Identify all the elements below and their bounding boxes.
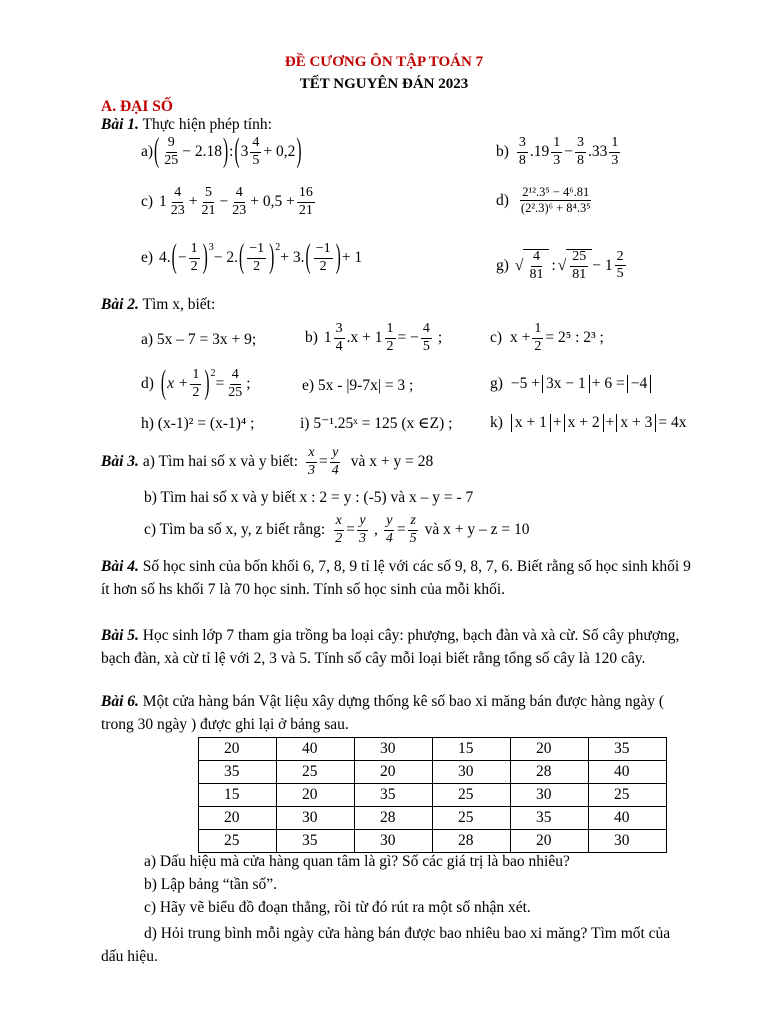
problem-2i: i) 5⁻¹.25ˣ = 125 (x ∈Z) ; <box>300 415 453 432</box>
math-term: x + <box>167 375 189 393</box>
math-term: − 2. <box>213 249 239 267</box>
table-cell: 30 <box>433 761 511 784</box>
math-term: 3 <box>240 143 249 161</box>
math-term: + 6 = <box>591 375 625 392</box>
paren-close: ) <box>296 132 302 170</box>
problem-3b: b) Tìm hai số x và y biết x : 2 = y : (-5) và x – y = - 7 <box>144 489 474 506</box>
problem-1a <box>141 132 303 170</box>
paren-close: ) <box>202 238 208 276</box>
math-term: = <box>396 521 406 539</box>
problem-1c <box>141 186 317 218</box>
paren-close: ) <box>204 364 210 402</box>
math-term: + <box>552 414 562 431</box>
fraction: 1 3 <box>611 135 619 168</box>
table-cell: 40 <box>589 761 667 784</box>
exercise-text: Tìm x, biết: <box>142 296 216 313</box>
exponent: 2 <box>275 242 281 253</box>
sqrt-icon: √ <box>557 256 567 274</box>
page-title: ĐỀ CƯƠNG ÔN TẬP TOÁN 7 <box>284 54 484 70</box>
item-label: c) <box>490 329 503 347</box>
fraction: $\frac{1}{2}$ <box>534 321 542 354</box>
exercise-text: Thực hiện phép tính: <box>142 116 272 133</box>
math-term: .33 <box>588 143 608 161</box>
question-6a: a) Dấu hiệu mà cửa hàng quan tâm là gì? Số các giá trị là bao nhiêu? <box>144 853 570 870</box>
math-term: − <box>564 143 574 161</box>
item-label: d) <box>496 191 509 209</box>
math-term: ; <box>437 329 443 347</box>
fraction: 9 25 <box>164 135 179 168</box>
paren-open: ( <box>171 238 177 276</box>
exponent: 3 <box>208 242 214 253</box>
math-term: − <box>219 193 229 211</box>
fraction: $\frac{4}{23}$ <box>232 185 247 218</box>
fraction: $\frac{3}{8}$ <box>577 135 585 168</box>
absolute-value: 3x − 1 <box>542 375 590 393</box>
exercise-1-heading <box>101 116 272 134</box>
table-cell: 30 <box>355 830 433 853</box>
math-term: − 1 <box>592 256 613 274</box>
absolute-value: x + 2 <box>564 414 604 432</box>
math-term: = 4x <box>658 414 687 431</box>
fraction: $\frac{z}{5}$ <box>409 513 417 546</box>
table-cell: 15 <box>433 738 511 761</box>
fraction: $\frac{5}{21}$ <box>201 185 216 218</box>
paren-close: ) <box>335 238 341 276</box>
exercise-label: Bài 6. <box>101 693 139 710</box>
math-term: , <box>373 521 378 539</box>
problem-2e: e) 5x - |9-7x| = 3 ; <box>302 377 414 394</box>
fraction: $\frac{1}{2}$ <box>192 367 200 400</box>
table-cell: 30 <box>511 784 589 807</box>
table-cell: 25 <box>277 761 355 784</box>
fraction: 4 23 <box>170 185 185 218</box>
question-6c: c) Hãy vẽ biểu đồ đoạn thẳng, rồi từ đó rút ra một số nhận xét. <box>144 899 531 916</box>
table-row <box>199 807 667 830</box>
exercise-label: Bài 4. <box>101 558 139 575</box>
item-label: g) <box>496 256 509 274</box>
fraction: 1 3 <box>553 135 561 168</box>
table-cell: 20 <box>511 738 589 761</box>
math-term: 1 <box>159 193 167 211</box>
problem-2c <box>490 322 604 354</box>
exercise-label: Bài 5. <box>101 627 139 644</box>
question-6d: d) Hỏi trung bình mỗi ngày cửa hàng bán được bao nhiêu bao xi măng? Tìm mốt của dấu hiệu. <box>101 925 671 965</box>
item-label: a) <box>141 143 154 161</box>
sales-data-table <box>198 737 667 853</box>
problem-1e <box>141 238 363 276</box>
fraction: 3 4 <box>335 321 343 354</box>
table-cell: 20 <box>355 761 433 784</box>
table-cell: 30 <box>589 830 667 853</box>
sqrt-icon: √ <box>514 256 524 274</box>
math-term: = <box>215 375 225 393</box>
exponent: 2 <box>210 368 216 379</box>
paren-close: ) <box>222 132 229 170</box>
problem-2k <box>490 414 687 432</box>
fraction: $\frac{y}{4}$ <box>385 513 393 546</box>
fraction: 3 8 <box>518 135 526 168</box>
fraction: $\frac{4}{5}$ <box>422 321 430 354</box>
paren-open: ( <box>234 132 240 170</box>
paren-close: ) <box>269 238 275 276</box>
table-cell: 25 <box>589 784 667 807</box>
table-cell: 28 <box>433 830 511 853</box>
fraction: 4 5 <box>252 135 260 168</box>
problem-1g <box>496 249 628 282</box>
paren-open: ( <box>305 238 311 276</box>
section-heading-algebra: A. ĐẠI SỐ <box>101 98 173 115</box>
exercise-text: Học sinh lớp 7 tham gia trồng ba loại cây: phượng, bạch đàn và xà cừ. Số cây phượng, bạch đàn, xà cừ tỉ lệ với 2, 3 và 5. Tính số cây mỗi loại biết rằng tổng số cây là 120 cây. <box>101 627 680 667</box>
table-cell: 20 <box>199 807 277 830</box>
exercise-label: Bài 1. <box>101 116 139 133</box>
math-term: : <box>551 256 556 274</box>
table-cell: 35 <box>355 784 433 807</box>
math-term: 1 <box>323 329 332 347</box>
item-label: b) <box>305 329 318 347</box>
math-term: − <box>177 249 187 267</box>
exercise-text: Số học sinh của bốn khối 6, 7, 8, 9 tỉ lệ với các số 9, 8, 7, 6. Biết rằng số học sinh khối 9 ít hơn số hs khối 7 là 70 học sinh. Tính số học sinh của mỗi khối. <box>101 558 691 598</box>
table-cell: 25 <box>199 830 277 853</box>
paren-open: ( <box>239 238 245 276</box>
table-cell: 35 <box>589 738 667 761</box>
item-label: g) <box>490 375 503 392</box>
fraction: 25 81 <box>572 249 587 282</box>
table-cell: 40 <box>277 738 355 761</box>
table-row <box>199 738 667 761</box>
sqrt-content <box>523 249 549 282</box>
exercise-label: Bài 2. <box>101 296 139 313</box>
problem-2d <box>141 364 251 402</box>
exercise-4 <box>101 555 693 601</box>
question-6b: b) Lập bảng “tần số”. <box>144 876 277 893</box>
problem-1d <box>496 186 595 215</box>
table-cell: 20 <box>511 830 589 853</box>
fraction: $\frac{16}{21}$ <box>298 185 313 218</box>
absolute-value: x + 3 <box>616 414 656 432</box>
fraction: 4 81 <box>529 249 544 282</box>
fraction: $\frac{x}{2}$ <box>335 513 343 546</box>
math-term: = 2⁵ : 2³ ; <box>545 329 604 347</box>
exercise-text: Một cửa hàng bán Vật liệu xây dựng thống kê số bao xi măng bán được hàng ngày ( trong 30 ngày ) được ghi lại ở bảng sau. <box>101 693 665 733</box>
table-row <box>199 830 667 853</box>
problem-1b <box>496 136 622 168</box>
exercise-label: Bài 3. <box>101 453 139 471</box>
math-term: + 0,2 <box>263 143 296 161</box>
problem-text: và x + y – z = 10 <box>424 521 530 539</box>
fraction: $\frac{y}{3}$ <box>358 513 366 546</box>
fraction: 2¹².3⁵ − 4⁶.81 (2².3)⁶ + 8⁴.3⁵ <box>520 185 591 216</box>
math-term: = − <box>397 329 419 347</box>
item-label: e) <box>141 249 154 267</box>
math-term: : <box>229 143 234 161</box>
math-term: x + <box>510 329 531 347</box>
problem-2h: h) (x-1)² = (x-1)⁴ ; <box>141 415 255 432</box>
table-cell: 35 <box>199 761 277 784</box>
math-term: − 2.18 <box>182 143 222 161</box>
math-term: + <box>188 193 198 211</box>
item-label: b) <box>496 143 509 161</box>
problem-2b <box>305 322 442 354</box>
math-term: + 3. <box>280 249 305 267</box>
paren-open: ( <box>154 132 160 170</box>
table-cell: 30 <box>355 738 433 761</box>
table-cell: 35 <box>277 830 355 853</box>
fraction: −1 2 <box>315 241 331 274</box>
table-cell: 30 <box>277 807 355 830</box>
problem-text: a) Tìm hai số x và y biết: <box>142 453 299 471</box>
absolute-value: x + 1 <box>511 414 551 432</box>
fraction: $\frac{x}{3}$ <box>308 445 316 478</box>
exercise-6 <box>101 690 693 736</box>
sqrt-content <box>566 249 592 282</box>
item-label: k) <box>490 414 503 431</box>
problem-2a: a) 5x – 7 = 3x + 9; <box>141 331 257 348</box>
table-row <box>199 761 667 784</box>
math-term: .19 <box>529 143 550 161</box>
exercise-2-heading <box>101 296 215 314</box>
math-term: 4. <box>159 249 171 267</box>
math-term: = <box>319 453 328 471</box>
table-cell: 40 <box>589 807 667 830</box>
table-cell: 28 <box>511 761 589 784</box>
problem-text: c) Tìm ba số x, y, z biết rằng: <box>144 521 326 539</box>
paren-open: ( <box>160 364 167 402</box>
fraction: $\frac{y}{4}$ <box>331 445 339 478</box>
table-cell: 25 <box>433 784 511 807</box>
math-term: + <box>605 414 615 431</box>
table-cell: 20 <box>277 784 355 807</box>
fraction: 2 5 <box>616 248 624 282</box>
item-label: c) <box>141 193 154 211</box>
table-cell: 25 <box>433 807 511 830</box>
fraction: $\frac{1}{2}$ <box>190 241 198 274</box>
problem-3a <box>101 446 433 478</box>
absolute-value: −4 <box>627 375 652 393</box>
math-term: ; <box>246 375 251 393</box>
table-cell: 35 <box>511 807 589 830</box>
page-subtitle: TẾT NGUYÊN ĐÁN 2023 <box>299 76 469 92</box>
math-term: .x + 1 <box>346 329 383 347</box>
table-cell: 15 <box>199 784 277 807</box>
math-term: + 0,5 + <box>250 193 295 211</box>
fraction: −1 2 <box>249 241 265 274</box>
math-term: −5 + <box>510 375 541 392</box>
exercise-5 <box>101 624 693 670</box>
fraction: $\frac{1}{2}$ <box>386 321 394 354</box>
table-cell: 20 <box>199 738 277 761</box>
item-label: d) <box>141 375 154 393</box>
table-cell: 28 <box>355 807 433 830</box>
math-term: + 1 <box>341 249 363 267</box>
problem-3c <box>144 514 529 546</box>
problem-text: và x + y = 28 <box>350 453 434 471</box>
fraction: $\frac{4}{25}$ <box>228 367 243 400</box>
problem-2g <box>490 375 653 393</box>
math-term: = <box>346 521 355 539</box>
table-row <box>199 784 667 807</box>
